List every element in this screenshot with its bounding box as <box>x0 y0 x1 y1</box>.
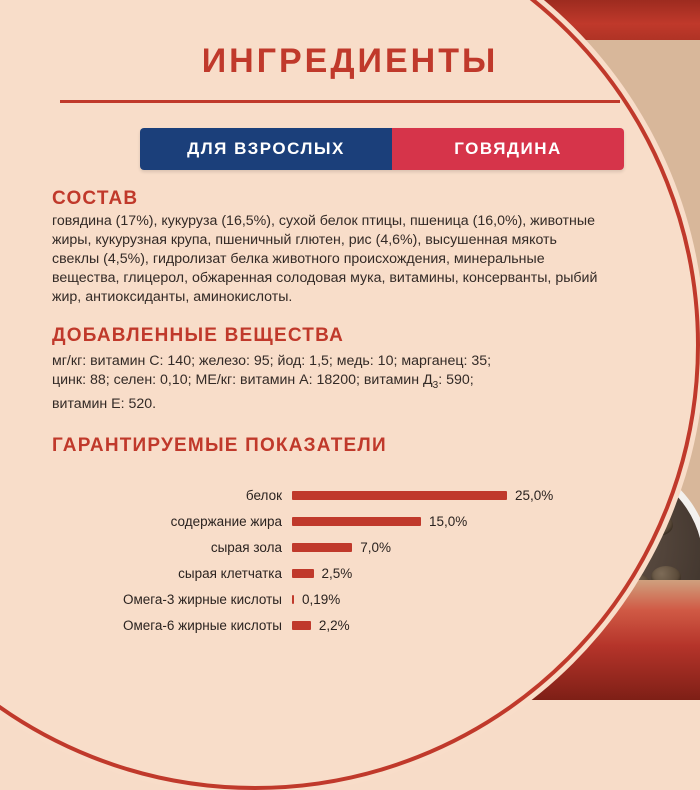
additives-line-2 <box>52 371 592 395</box>
chart-bar-track <box>292 508 612 534</box>
chart-bar-row <box>52 534 612 560</box>
guaranteed-analysis-heading: ГАРАНТИРУЕМЫЕ ПОКАЗАТЕЛИ <box>52 435 387 456</box>
chart-bar-value: 0,19% <box>302 591 341 607</box>
chart-bar-label: Омега-3 жирные кислоты <box>122 591 282 607</box>
chart-bar-label: белок <box>245 487 282 503</box>
additives-line-2-tail: : 590; <box>438 372 474 388</box>
chart-bar-label: сырая зола <box>210 539 282 555</box>
chart-bar-fill <box>292 543 352 552</box>
chart-bar-track <box>292 534 612 560</box>
additives-line-2-subscript: 3 <box>432 379 439 391</box>
additives-text <box>52 352 592 414</box>
chart-bar-track <box>292 612 612 638</box>
guaranteed-analysis-chart <box>52 482 612 638</box>
product-tags <box>140 128 624 170</box>
chart-bar-row <box>52 508 612 534</box>
chart-bar-track <box>292 482 612 508</box>
composition-text: говядина (17%), кукуруза (16,5%), сухой белок птицы, пшеница (16,0%), животные жиры, кукурузная крупа, пшеничный глютен, рис (4,6%), высушенная мякоть свеклы (4,5%), гидролизат белка животного происхождения, минеральные вещества, глицерол, обжаренная солодовая мука, витамины, консерванты, рыбий жир, антиоксиданты, аминокислоты. <box>52 213 598 305</box>
chart-bar-label: Омега-6 жирные кислоты <box>122 617 282 633</box>
chart-bar-value: 2,2% <box>318 617 350 633</box>
chart-bar-label: содержание жира <box>170 513 282 529</box>
chart-bar-fill <box>292 491 507 500</box>
chart-bar-row <box>52 612 612 638</box>
chart-bar-value: 15,0% <box>429 513 468 529</box>
additives-line-1: мг/кг: витамин C: 140; железо: 95; йод: 1,5; медь: 10; марганец: 35; <box>52 353 492 369</box>
additives-heading: ДОБАВЛЕННЫЕ ВЕЩЕСТВА <box>52 325 344 346</box>
tag-flavor[interactable]: ГОВЯДИНА <box>392 128 624 170</box>
tag-life-stage[interactable]: ДЛЯ ВЗРОСЛЫХ <box>140 128 392 170</box>
chart-bar-row <box>52 560 612 586</box>
chart-bar-fill <box>292 621 311 630</box>
chart-bar-value: 7,0% <box>360 539 391 555</box>
chart-bar-fill <box>292 569 314 578</box>
chart-bar-fill <box>292 517 421 526</box>
chart-bar-label: сырая клетчатка <box>178 565 282 581</box>
composition-heading: СОСТАВ <box>52 188 139 209</box>
chart-bar-track <box>292 560 612 586</box>
chart-bar-value: 2,5% <box>321 565 353 581</box>
chart-bar-row <box>52 482 612 508</box>
additives-line-3: витамин E: 520. <box>52 395 157 412</box>
chart-bar-track <box>292 586 612 612</box>
page-title: ИНГРЕДИЕНТЫ <box>201 42 499 80</box>
chart-bar-fill <box>292 595 294 604</box>
chart-bar-value: 25,0% <box>515 487 554 503</box>
additives-line-2-main: цинк: 88; селен: 0,10; МЕ/кг: витамин A: 18200; витамин Д <box>52 372 433 388</box>
title-divider <box>60 100 620 103</box>
chart-bar-row <box>52 586 612 612</box>
